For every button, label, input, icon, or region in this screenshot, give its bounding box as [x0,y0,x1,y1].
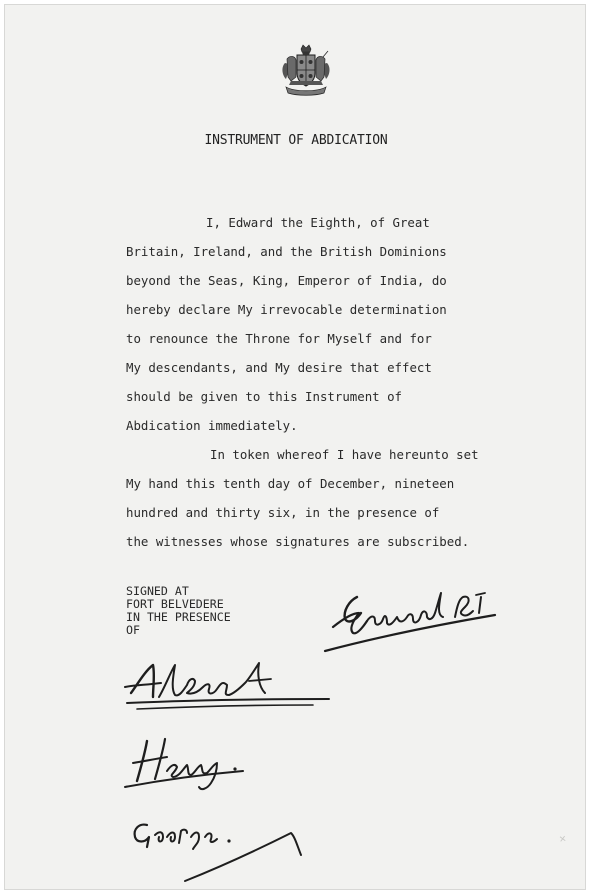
paragraph-1-line-4: hereby declare My irrevocable determination [126,302,447,317]
royal-crest-icon [277,43,335,97]
signed-at-line-2: FORT BELVEDERE [126,597,224,611]
paragraph-1-line-6: My descendants, and My desire that effect [126,360,432,375]
signed-at-line-1: SIGNED AT [126,584,189,598]
paragraph-1-line-5: to renounce the Throne for Myself and for [126,331,432,346]
paragraph-2-line-3: hundred and thirty six, in the presence of [126,505,440,520]
signature-albert [123,657,333,713]
archive-stamp: ✕ [558,834,568,846]
paragraph-1-line-1: I, Edward the Eighth, of Great [206,215,430,230]
paragraph-2-line-1: In token whereof I have hereunto set [210,447,479,462]
signature-george [125,815,305,885]
paragraph-1-line-3: beyond the Seas, King, Emperor of India, do [126,273,447,288]
paragraph-1-line-2: Britain, Ireland, and the British Dominions [126,244,447,259]
signed-at-block [126,585,231,637]
signed-at-line-3: IN THE PRESENCE [126,610,231,624]
document-title: INSTRUMENT OF ABDICATION [204,133,388,148]
signed-at-line-4: OF [126,623,140,637]
paragraph-1-line-8: Abdication immediately. [126,418,298,433]
document-page [4,4,586,890]
signature-henry [117,735,257,797]
paragraph-1-line-7: should be given to this Instrument of [126,389,403,404]
signature-edward [323,579,503,655]
paragraph-2-line-4: the witnesses whose signatures are subscribed. [126,534,470,549]
paragraph-2-line-2: My hand this tenth day of December, nineteen [126,476,455,491]
